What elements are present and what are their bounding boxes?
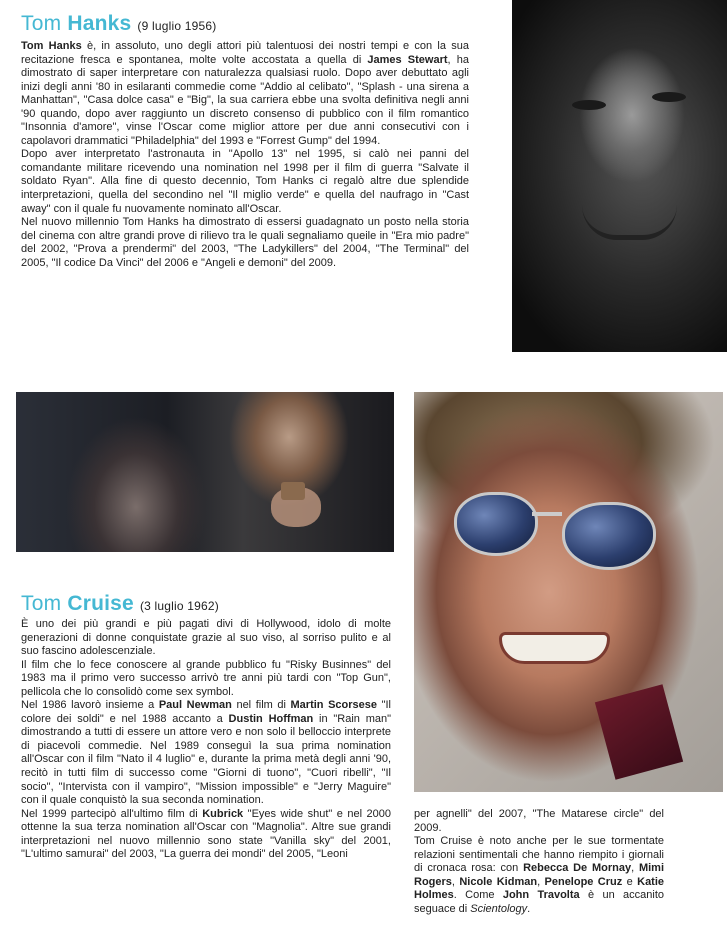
hanks-p1-text-a: è, in assoluto, uno degli attori più talentuosi dei nostri tempi e con la sua recitazione fresca e spontanea, molte volte accostata a quella di [21, 40, 470, 66]
cruise-col2-text-b: . Come [453, 889, 503, 902]
hanks-film-still-photo [16, 392, 394, 552]
hanks-name-bold: Tom Hanks [21, 40, 82, 52]
cup-shape [281, 482, 305, 500]
hoffman-name: Dustin Hoffman [228, 712, 314, 725]
newman-name: Paul Newman [158, 699, 232, 712]
kubrick-name: Kubrick [202, 807, 244, 820]
cruise-bio-column-2 [414, 808, 664, 916]
hanks-paragraph-1 [21, 40, 469, 148]
left-eye-shape [572, 100, 606, 110]
left-lens-shape [454, 492, 538, 556]
sunglasses-bridge-shape [532, 512, 562, 516]
holmes-name: Katie Holmes [414, 875, 665, 902]
cruise-p3-text-d: in "Rain man" dimostrando a tutti di essere un attore vero e non solo il belloccio interprete di piacevoli commedie. Nel 1989 conseguì la sua prima nomination all'Oscar con il film "Nato il 4 luglio" e, durante la prima metà degli anni '90, recitò in tutti film di successo come "Giorni di tuono", "Cuori ribelli", "Il socio", "Intervista con il vampiro", "Mission impossible" e "Jerry Maguire" con il quale conquistò la sua seconda nomination. [21, 712, 392, 807]
teeth-shape [499, 632, 610, 664]
shirt-shape [595, 684, 683, 779]
hanks-paragraph-2: Dopo aver interpretato l'astronauta in "Apollo 13" nel 1995, si calò nei panni del comandante militare ricevendo una nomination nel 1998 per il film di guerra "Salvate il soldato Ryan". Alla fine di questo decennio, Tom Hanks ci regalò altre due splendide interpretazioni, quella del secondino nel "Il miglio verde" e quella del naufrago in "Cast away" con il quale fu nuovamente nominato all'Oscar. [21, 148, 469, 215]
right-lens-shape [562, 502, 656, 570]
travolta-name: John Travolta [502, 889, 580, 902]
cruz-name: Penelope Cruz [544, 875, 623, 888]
cruise-p3-text-a: Nel 1986 lavorò insieme a [21, 699, 159, 712]
cruise-title-first: Tom [21, 592, 62, 615]
cruise-title [21, 592, 219, 618]
cruise-p3-text-c: "Il colore dei soldi" e nel 1988 accanto a [21, 699, 391, 725]
hanks-paragraph-3: Nel nuovo millennio Tom Hanks ha dimostrato di essersi guadagnato un posto nella storia del cinema con altre grandi prove di rilievo tra le quali segnaliamo queile in "Era mio padre" del 2002, "Prova a prendermi" del 2003, "The Ladykillers" del 2004, "The Terminal" del 2005, "Il codice Da Vinci" del 2006 e "Angeli e demoni" del 2009. [21, 216, 469, 269]
cruise-paragraph-1: È uno dei più grandi e più pagati divi di Hollywood, idolo di molte generazioni di donne conquistate grazie al suo viso, al sorriso pulito e al suo fascino adolescenziale. [21, 618, 391, 658]
cruise-col2-text-c: è un accanito seguace di [414, 889, 665, 915]
scorsese-name: Martin Scorsese [290, 699, 378, 712]
cruise-p3-text-b: nel film di [231, 699, 291, 712]
hanks-p1-text-b: , ha dimostrato di saper interpretare con naturalezza qualsiasi ruolo. Dopo aver debuttato agli inizi degli anni '80 in esilaranti commedie come "Addio al celibato", "Splash - una sirena a Manhattan", "Casa dolce casa" e "Big", la sua carriera ebbe una svolta definitiva negli anni '90 quando, dopo aver raggiunto un discreto consenso di pubblico con il film romantico "Insonnia d'amore", vinse l'Oscar come miglior attore per due anni consecutivi con i capolavori drammatici "Philadelphia" del 1993 e "Forrest Gump" del 1994. [21, 53, 469, 147]
scientology-word: Scientology [470, 902, 528, 915]
cruise-col2-end: . [527, 902, 531, 915]
cruise-title-date: (3 luglio 1962) [139, 599, 219, 613]
right-eye-shape [652, 92, 686, 102]
hanks-title [21, 12, 216, 38]
sep-3: , [537, 875, 545, 888]
sep-1: , [631, 862, 639, 875]
cruise-paragraph-3 [21, 699, 391, 807]
cruise-p4-text-a: Nel 1999 partecipò all'ultimo film di [21, 807, 203, 820]
rogers-name: Mimi Rogers [414, 862, 664, 888]
hanks-title-first: Tom [21, 12, 62, 35]
cruise-col2-paragraph-1: per agnelli" del 2007, "The Matarese circle" del 2009. [414, 808, 664, 834]
cruise-portrait-photo [414, 392, 723, 792]
hanks-title-last: Hanks [67, 12, 132, 35]
hanks-title-date: (9 luglio 1956) [137, 19, 217, 33]
cruise-p4-text-b: "Eyes wide shut" e nel 2000 ottenne la sua terza nomination all'Oscar con "Magnolia". Altre sue grandi interpretazioni nel nuovo millennio sono state "Vanilla sky" del 2001, "L'ultimo samurai" del 2003, "La guerra dei mondi" del 2005, "Leoni [21, 807, 391, 861]
hanks-bio [21, 40, 469, 270]
sep-4: e [622, 875, 638, 888]
cruise-col2-text-a: Tom Cruise è noto anche per le sue tormentate relazioni sentimentali che hanno riempito i giornali di cronaca rosa: con [414, 835, 664, 875]
hanks-portrait-photo [512, 0, 727, 352]
cruise-paragraph-2: Il film che lo fece conoscere al grande pubblico fu "Risky Businnes" del 1983 ma il primo vero successo arrivò tre anni più tardi con "Top Gun", pellicola che lo consolidò come sex symbol. [21, 658, 391, 698]
kidman-name: Nicole Kidman [459, 875, 538, 888]
cruise-bio-column-1 [21, 618, 391, 862]
stewart-name: James Stewart [367, 53, 448, 66]
sep-2: , [451, 875, 460, 888]
smile-shape [582, 205, 677, 240]
demornay-name: Rebecca De Mornay [523, 862, 632, 875]
cruise-paragraph-4 [21, 808, 391, 862]
cruise-title-last: Cruise [67, 592, 134, 615]
cruise-col2-paragraph-2 [414, 835, 664, 916]
